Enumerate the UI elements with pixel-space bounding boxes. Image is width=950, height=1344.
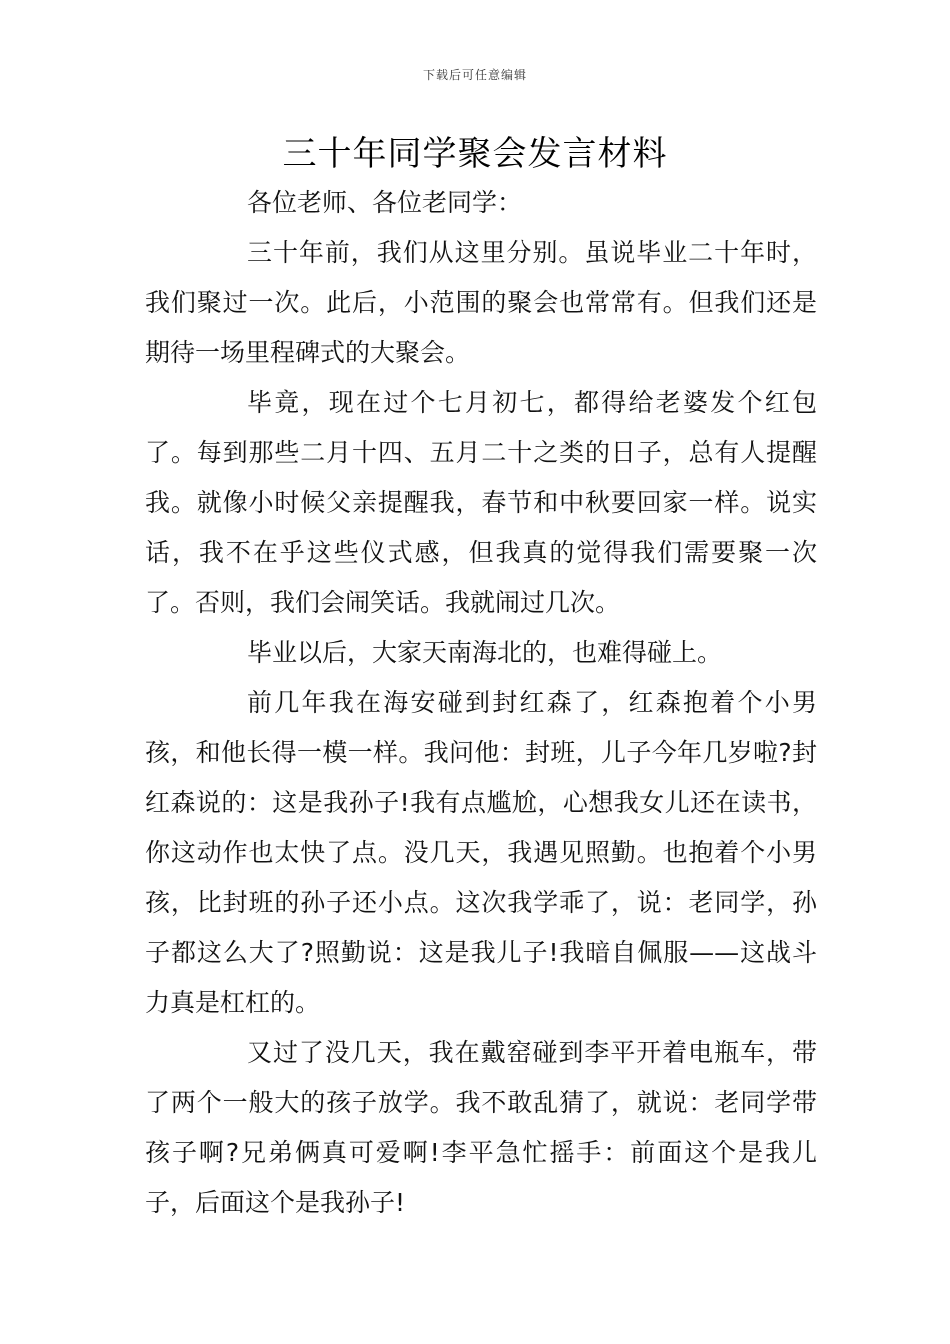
header-note: 下载后可任意编辑 (422, 68, 527, 82)
paragraph: 又过了没几天，我在戴窑碰到李平开着电瓶车，带了两个一般大的孩子放学。我不敢乱猜了，就说：老同学带孩子啊?兄弟俩真可爱啊!李平急忙摇手：前面这个是我儿子，后面这个是我孙子! (145, 1038, 817, 1217)
paragraph: 前几年我在海安碰到封红森了，红森抱着个小男孩，和他长得一模一样。我问他：封班，儿子今年几岁啦?封红森说的：这是我孙子!我有点尴尬，心想我女儿还在读书，你这动作也太快了点。没几天，我遇见照勤。也抱着个小男孩，比封班的孙子还小点。这次我学乖了，说：老同学，孙子都这么大了?照勤说：这是我儿子!我暗自佩服——这战斗力真是杠杠的。 (145, 688, 817, 1017)
document-title: 三十年同学聚会发言材料 (282, 134, 668, 174)
document-body (145, 178, 817, 1228)
paragraph: 毕竟，现在过个七月初七，都得给老婆发个红包了。每到那些二月十四、五月二十之类的日子，总有人提醒我。就像小时候父亲提醒我，春节和中秋要回家一样。说实话，我不在乎这些仪式感，但我真的觉得我们需要聚一次了。否则，我们会闹笑话。我就闹过几次。 (145, 388, 817, 617)
paragraph: 三十年前，我们从这里分别。虽说毕业二十年时，我们聚过一次。此后，小范围的聚会也常常有。但我们还是期待一场里程碑式的大聚会。 (145, 238, 817, 367)
paragraph: 毕业以后，大家天南海北的，也难得碰上。 (247, 638, 723, 667)
salutation: 各位老师、各位老同学： (247, 188, 523, 217)
